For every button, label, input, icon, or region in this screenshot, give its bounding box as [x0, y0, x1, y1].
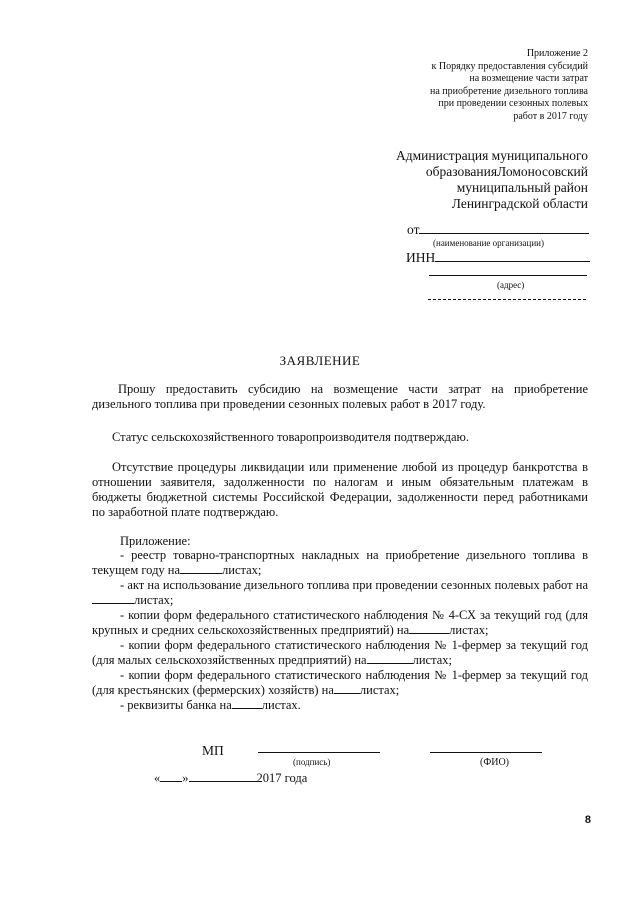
appendix-header [430, 48, 588, 123]
attachment-item: - копии форм федерального статистического наблюдения № 1-фермер за текущий год (для малых сельскохозяйственных предприятий) на листах; [92, 638, 588, 667]
addressee-line: муниципальный район [456, 180, 588, 195]
fio-blank[interactable] [430, 752, 542, 753]
mp-label: МП [202, 743, 224, 758]
from-blank[interactable] [419, 222, 589, 234]
addressee-line: образованияЛомоносовский [425, 164, 588, 179]
sheets-blank[interactable] [180, 573, 222, 574]
addressee-line: Ленинградской области [451, 196, 588, 211]
signature-caption: (подпись) [293, 757, 331, 767]
address-blank-2[interactable] [428, 299, 586, 300]
inn-field [406, 250, 590, 266]
addressee-line: Администрация муниципального [395, 148, 588, 163]
attachment-label: Приложение: [120, 534, 191, 548]
inn-label: ИНН [406, 250, 436, 265]
appendix-line: Приложение 2 [526, 48, 588, 59]
address-blank[interactable] [429, 275, 587, 276]
sheets-blank[interactable] [92, 603, 134, 604]
appendix-line: при проведении сезонных полевых [438, 98, 588, 109]
document-title: ЗАЯВЛЕНИЕ [279, 353, 361, 368]
org-caption: (наименование организации) [433, 238, 544, 248]
date-year: 2017 года [256, 771, 308, 785]
sheets-blank[interactable] [232, 708, 262, 709]
signature-blank[interactable] [258, 752, 380, 753]
appendix-line: на возмещение части затрат [469, 73, 588, 84]
fio-caption: (ФИО) [480, 757, 510, 768]
addressee-block [396, 148, 588, 212]
sheets-blank[interactable] [367, 663, 413, 664]
request-paragraph: Прошу предоставить субсидию на возмещение части затрат на приобретение дизельного топлива при проведении сезонных полевых работ в 2017 году. [92, 382, 588, 411]
date-open-quote: « [154, 771, 161, 785]
attachment-item: - акт на использование дизельного топлива при проведении сезонных полевых работ налистах; [92, 578, 588, 608]
appendix-line: на приобретение дизельного топлива [429, 85, 588, 97]
from-field [407, 222, 589, 238]
from-label: от [407, 222, 420, 237]
date-line [154, 771, 307, 786]
appendix-line: работ в 2017 году [513, 110, 588, 122]
appendix-line: к Порядку предоставления субсидий [431, 60, 588, 72]
attachment-item: - копии форм федерального статистического наблюдения № 1-фермер за текущий год (для крестьянских (фермерских) хозяйств) на листах; [92, 668, 588, 697]
date-day-blank[interactable] [160, 781, 182, 782]
attachment-item: - реквизиты банка на листах. [120, 698, 301, 712]
attachment-item: - реестр товарно-транспортных накладных на приобретение дизельного топлива в текущем году на листах; [92, 548, 588, 577]
absence-paragraph: Отсутствие процедуры ликвидации или применение любой из процедур банкротства в отношении заявителя, задолженности по налогам и иным обязательным платежам в бюджеты бюджетной системы Российской Федерации, задолженности перед работниками по заработной плате подтверждаю. [92, 460, 588, 519]
attachment-item: - копии форм федерального статистического наблюдения № 4-СХ за текущий год (для крупных и средних сельскохозяйственных предприятий) на листах; [92, 608, 588, 637]
sheets-blank[interactable] [409, 633, 449, 634]
inn-blank[interactable] [435, 250, 590, 262]
page-number: 8 [584, 814, 591, 826]
date-close-quote: » [182, 771, 189, 785]
sheets-blank[interactable] [334, 693, 360, 694]
status-paragraph: Статус сельскохозяйственного товаропроизводителя подтверждаю. [112, 430, 470, 444]
date-month-blank[interactable] [189, 781, 257, 782]
address-caption: (адрес) [497, 280, 525, 290]
